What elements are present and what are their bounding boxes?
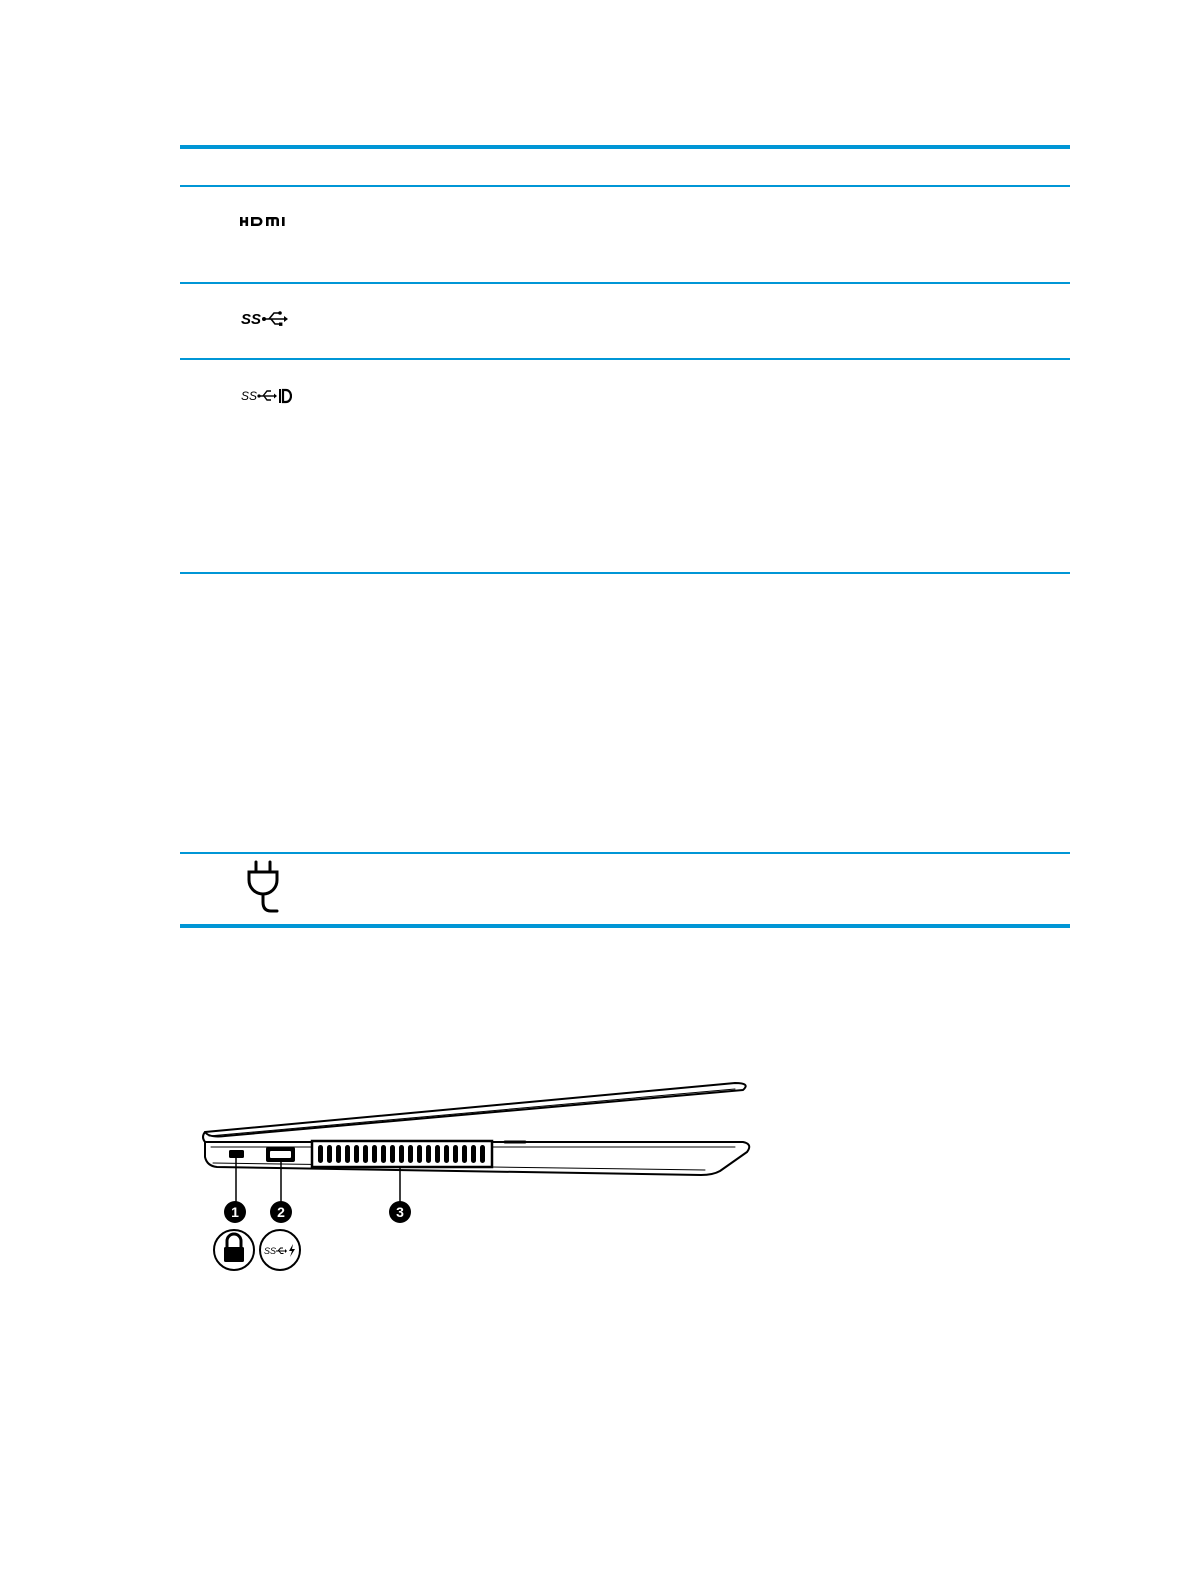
security-lock-slot bbox=[229, 1150, 244, 1158]
svg-text:SS: SS bbox=[241, 389, 258, 403]
usb-superspeed-displayport-icon bbox=[240, 386, 292, 406]
table-bottom-rule bbox=[180, 924, 1070, 928]
table-header-rule bbox=[180, 185, 1070, 187]
hdmi-icon bbox=[239, 214, 291, 230]
table-row-divider bbox=[180, 852, 1070, 854]
callout-number: 3 bbox=[396, 1204, 404, 1220]
power-connector-icon bbox=[245, 860, 281, 914]
callout-number: 2 bbox=[277, 1204, 285, 1220]
table-row-divider bbox=[180, 358, 1070, 360]
table-top-rule bbox=[180, 145, 1070, 149]
table-row-divider bbox=[180, 282, 1070, 284]
usb-superspeed-power-icon bbox=[260, 1230, 300, 1270]
svg-text:SS: SS bbox=[264, 1246, 277, 1256]
callout-2 bbox=[270, 1201, 292, 1223]
laptop-lid bbox=[205, 1083, 746, 1137]
table-row-divider bbox=[180, 572, 1070, 574]
usb-superspeed-icon bbox=[240, 308, 290, 330]
callout-number: 1 bbox=[231, 1204, 239, 1220]
callout-1 bbox=[224, 1201, 246, 1223]
laptop-left-side-figure bbox=[195, 1075, 755, 1275]
callout-3 bbox=[389, 1201, 411, 1223]
svg-text:SS: SS bbox=[241, 311, 262, 328]
lock-icon bbox=[214, 1230, 254, 1270]
